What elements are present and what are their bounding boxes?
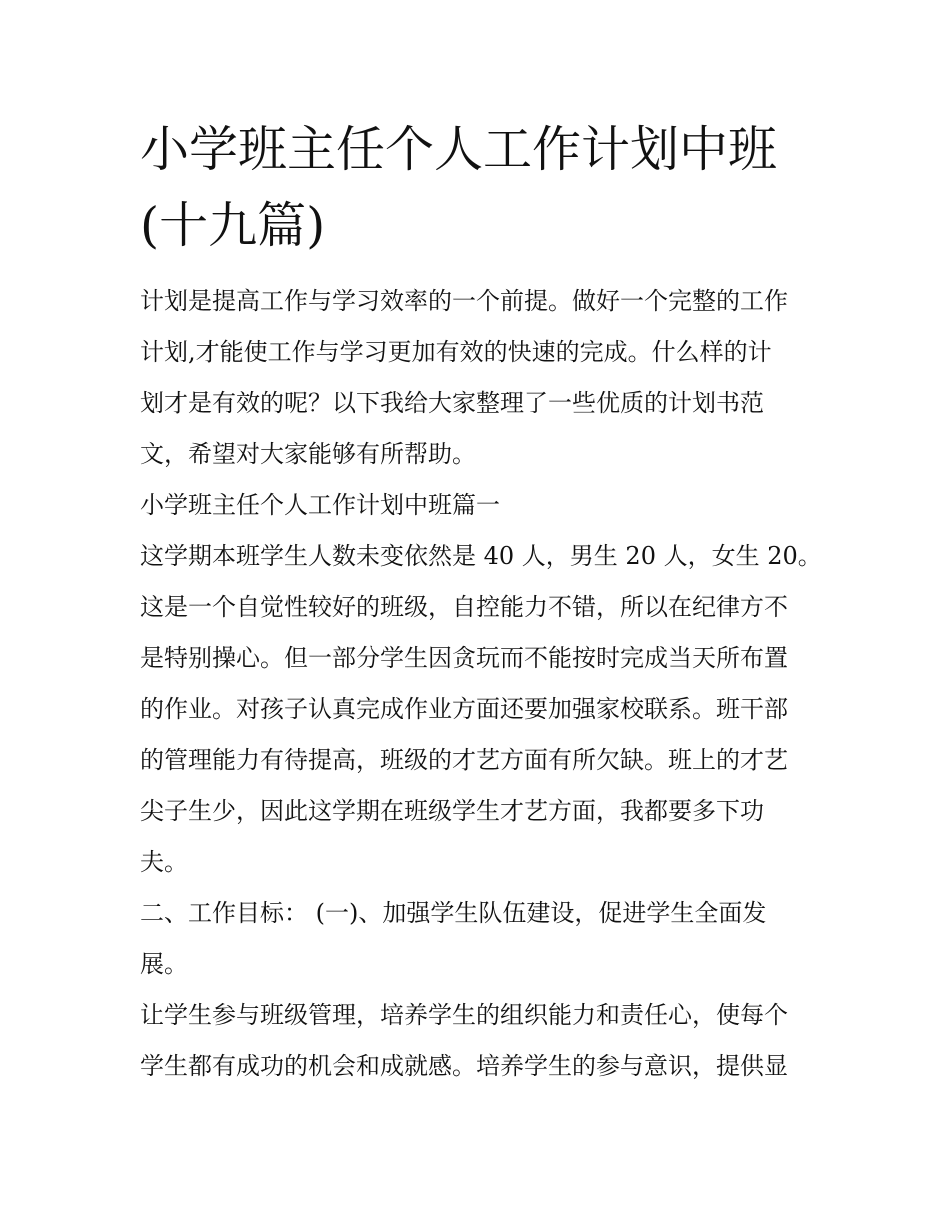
title-line: (十九篇) bbox=[140, 197, 326, 254]
paragraph-line: 是特别操心。但一部分学生因贪玩而不能按时完成当天所布置 bbox=[140, 644, 788, 672]
goal-heading-line: 展。 bbox=[140, 950, 188, 978]
paragraph-line: 夫。 bbox=[140, 848, 188, 876]
document-title bbox=[140, 112, 820, 264]
goal-heading-line: 二、工作目标： (一)、加强学生队伍建设，促进学生全面发 bbox=[140, 899, 767, 927]
intro-line: 文，希望对大家能够有所帮助。 bbox=[140, 440, 476, 468]
paragraph-line: 的管理能力有待提高，班级的才艺方面有所欠缺。班上的才艺 bbox=[140, 746, 788, 774]
paragraph-line: 尖子生少，因此这学期在班级学生才艺方面，我都要多下功 bbox=[140, 797, 764, 825]
document-body bbox=[140, 276, 820, 1092]
paragraph-line: 这学期本班学生人数未变依然是 40 人，男生 20 人，女生 20。 bbox=[140, 542, 822, 570]
intro-line: 计划,才能使工作与学习更加有效的快速的完成。什么样的计 bbox=[140, 338, 772, 366]
paragraph-line: 的作业。对孩子认真完成作业方面还要加强家校联系。班干部 bbox=[140, 695, 788, 723]
paragraph-line: 让学生参与班级管理，培养学生的组织能力和责任心，使每个 bbox=[140, 1001, 788, 1029]
title-line: 小学班主任个人工作计划中班 bbox=[140, 121, 778, 178]
section-heading: 小学班主任个人工作计划中班篇一 bbox=[140, 491, 500, 519]
intro-line: 划才是有效的呢？以下我给大家整理了一些优质的计划书范 bbox=[140, 389, 764, 417]
paragraph-line: 这是一个自觉性较好的班级，自控能力不错，所以在纪律方不 bbox=[140, 593, 788, 621]
paragraph-line: 学生都有成功的机会和成就感。培养学生的参与意识，提供显 bbox=[140, 1052, 788, 1080]
intro-line: 计划是提高工作与学习效率的一个前提。做好一个完整的工作 bbox=[140, 287, 788, 315]
